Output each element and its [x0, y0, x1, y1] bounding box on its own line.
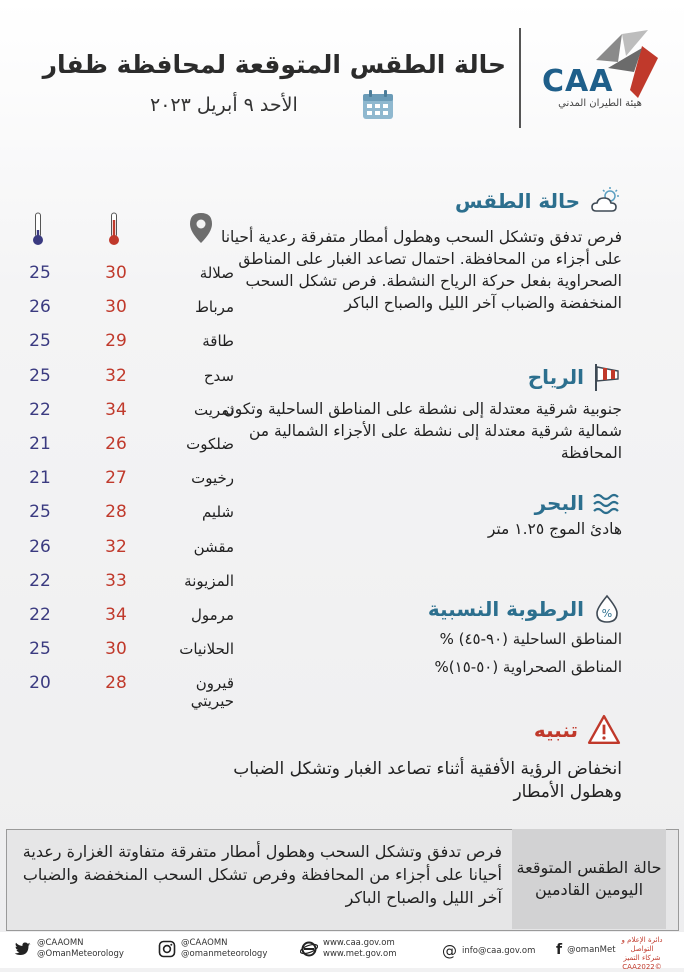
max-temp: 29: [105, 331, 127, 351]
city-name: ثمريت: [193, 401, 234, 419]
max-temp: 30: [105, 263, 127, 283]
min-temp: 25: [29, 263, 51, 283]
instagram-icon: [158, 940, 176, 958]
max-temp: 28: [105, 673, 127, 693]
logo-text: CAA: [542, 64, 614, 99]
twitter-handle-caa: @CAAOMN: [37, 938, 84, 948]
footer-facebook[interactable]: [556, 942, 616, 958]
email-address: info@caa.gov.om: [462, 946, 536, 956]
humidity-coastal: المناطق الساحلية (٩٠-٤٥) %: [439, 630, 622, 648]
partly-cloudy-icon: [588, 186, 622, 216]
footer-instagram[interactable]: [158, 938, 267, 960]
min-temp: 22: [29, 571, 51, 591]
header-divider: [519, 28, 521, 128]
warning-heading-label: تنبيه: [533, 718, 578, 742]
city-name: سدح: [203, 367, 234, 385]
windsock-icon: [592, 362, 622, 392]
humidity-desert: المناطق الصحراوية (٥٠-١٥)%: [434, 658, 622, 676]
forecast-label: حالة الطقس المتوقعة اليومين القادمين: [516, 858, 662, 899]
waves-icon: [592, 488, 622, 518]
forecast-date: الأحد ٩ أبريل ٢٠٢٣: [150, 94, 298, 116]
humidity-heading-label: الرطوبة النسبية: [427, 597, 584, 621]
max-temp: 26: [105, 434, 127, 454]
badge-line-2: شركاء التميز: [623, 954, 661, 962]
footer-twitter[interactable]: [14, 938, 124, 960]
min-temp: 21: [29, 434, 51, 454]
wind-text: جنوبية شرقية معتدلة إلى نشطة على المناطق الساحلية وتكون شمالية شرقية معتدلة إلى نشطة على الأجزاء الشمالية من المحافظة: [223, 400, 622, 462]
max-temp: 34: [105, 400, 127, 420]
city-name: طاقة: [202, 332, 234, 350]
city-name: مرباط: [195, 298, 234, 316]
city-name: مقشن: [193, 538, 234, 556]
max-temp: 30: [105, 639, 127, 659]
min-temp: 25: [29, 639, 51, 659]
website-met: www.met.gov.om: [323, 949, 397, 959]
instagram-handle-caa: @CAAOMN: [181, 938, 228, 948]
min-temp: 25: [29, 366, 51, 386]
website-caa: www.caa.gov.om: [323, 938, 395, 948]
location-pin-icon: [188, 212, 214, 244]
max-temp: 27: [105, 468, 127, 488]
max-temp: 32: [105, 366, 127, 386]
max-temp: 33: [105, 571, 127, 591]
warning-triangle-icon: [586, 714, 622, 746]
facebook-icon: f: [556, 942, 563, 958]
min-temp: 25: [29, 502, 51, 522]
city-name: قيرون حيريتي: [190, 674, 234, 710]
page-title: حالة الطقس المتوقعة لمحافظة ظفار: [42, 50, 506, 79]
footer-websites[interactable]: [300, 938, 396, 960]
max-temp: 34: [105, 605, 127, 625]
twitter-handle-met: @OmanMeteorology: [37, 949, 124, 959]
weather-heading-label: حالة الطقس: [454, 189, 580, 213]
min-temp: 21: [29, 468, 51, 488]
min-temp: 26: [29, 297, 51, 317]
wind-heading: [528, 362, 622, 392]
instagram-handle-met: @omanmeteorology: [181, 949, 268, 959]
max-temp: 32: [105, 537, 127, 557]
city-name: مرمول: [191, 606, 234, 624]
badge-line-1: دائرة الإعلام و التواصل: [621, 936, 663, 953]
city-name: الحلانيات: [179, 640, 234, 658]
forecast-label-box: [512, 829, 666, 929]
warning-text: انخفاض الرؤية الأفقية أثناء تصاعد الغبار وتشكل الضباب وهطول الأمطار: [233, 759, 622, 802]
thermometer-cold-icon: [30, 212, 46, 246]
sea-text: هادئ الموج ١.٢٥ متر: [487, 520, 622, 538]
browser-icon: [300, 940, 318, 958]
max-temp: 30: [105, 297, 127, 317]
at-icon: @: [442, 942, 457, 960]
min-temp: 22: [29, 605, 51, 625]
city-name: شليم: [201, 503, 234, 521]
forecast-text: فرص تدفق وتشكل السحب وهطول أمطار متفرقة متفاوتة الغزارة رعدية أحيانا على أجزاء من المحافظة وفرص تشكل السحب المنخفضة والضباب آخر الليل والصباح الباكر: [22, 842, 502, 907]
weather-text: فرص تدفق وتشكل السحب وهطول أمطار متفرقة رعدية أحيانا على أجزاء من المحافظة. احتمال تصاعد الغبار على المناطق الصحراوية بفعل حركة الرياح النشطة. فرص تشكل السحب المنخفضة والضباب آخر الليل والصباح الباكر: [221, 228, 622, 312]
thermometer-hot-icon: [106, 212, 122, 246]
sea-heading-label: البحر: [534, 491, 584, 515]
footer-email[interactable]: [442, 942, 535, 960]
min-temp: 25: [29, 331, 51, 351]
twitter-icon: [14, 940, 32, 958]
footer-badge: [612, 936, 672, 972]
max-temp: 28: [105, 502, 127, 522]
humidity-heading: [428, 594, 622, 624]
sea-heading: [535, 488, 622, 518]
calendar-icon: [361, 89, 395, 121]
wind-heading-label: الرياح: [527, 365, 584, 389]
weather-heading: [455, 186, 622, 216]
badge-line-3: ©CAA2022: [622, 963, 662, 971]
city-name: ضلكوت: [186, 435, 234, 453]
humidity-drop-icon: [592, 594, 622, 624]
svg-text:%: %: [601, 607, 613, 620]
facebook-handle: @omanMet: [567, 945, 616, 955]
city-name: صلالة: [199, 264, 234, 282]
city-name: رخيوت: [191, 469, 234, 487]
logo-subtitle: هيئة الطيران المدني: [558, 98, 642, 109]
warning-heading: [534, 714, 622, 746]
min-temp: 20: [29, 673, 51, 693]
city-name: المزيونة: [184, 572, 234, 590]
min-temp: 26: [29, 537, 51, 557]
min-temp: 22: [29, 400, 51, 420]
